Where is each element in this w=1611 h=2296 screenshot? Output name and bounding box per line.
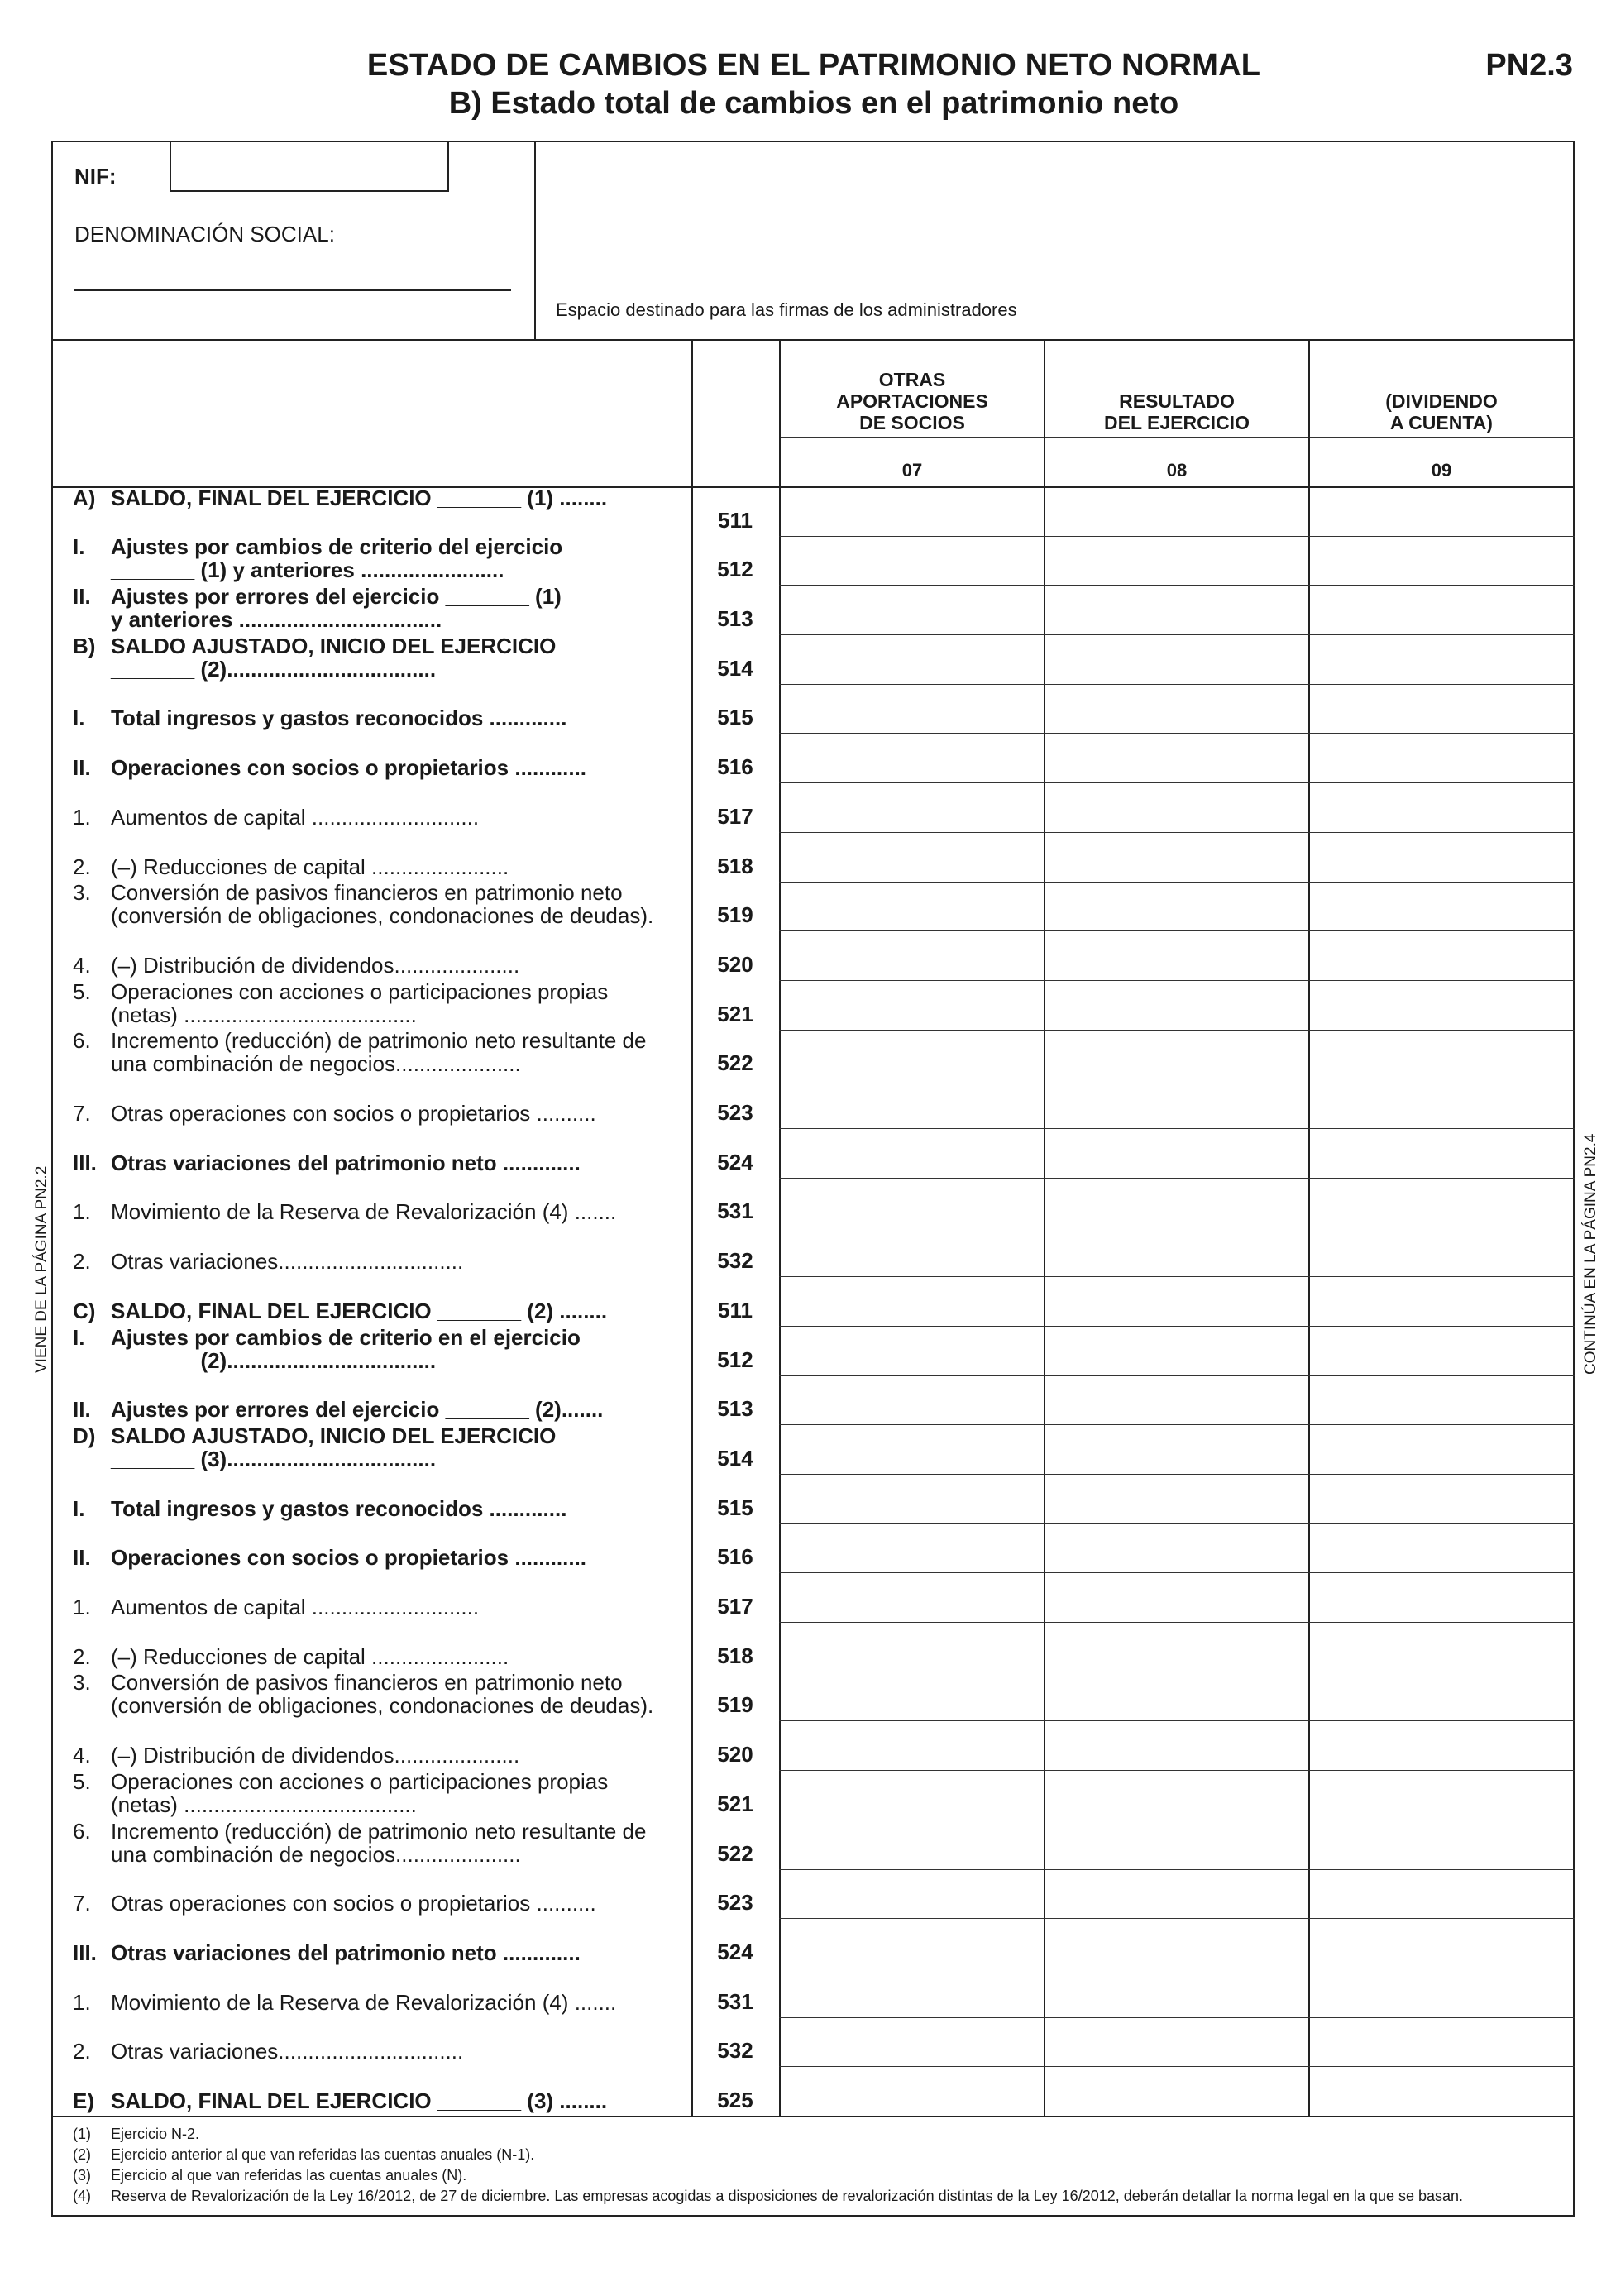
row-number: I. — [73, 1495, 85, 1521]
value-cell-08[interactable] — [1045, 1129, 1307, 1177]
row-text: Movimiento de la Reserva de Revalorización (4) ....... — [111, 1199, 617, 1225]
row-text-line1: SALDO AJUSTADO, INICIO DEL EJERCICIO — [111, 1423, 557, 1448]
row-text-line1: Conversión de pasivos financieros en patrimonio neto — [111, 880, 623, 906]
row-number: II. — [73, 584, 91, 610]
row-text: (–) Distribución de dividendos..................... — [111, 1743, 520, 1768]
footnote-text: Ejercicio al que van referidas las cuentas anuales (N). — [111, 2167, 467, 2184]
column-header-resultado — [1045, 390, 1308, 433]
row-text: Otras variaciones del patrimonio neto ............. — [111, 1150, 581, 1175]
row-label — [73, 1283, 668, 1326]
row-text: (–) Reducciones de capital ....................... — [111, 854, 509, 879]
value-cell-07[interactable] — [781, 883, 1042, 930]
value-cell-09[interactable] — [1310, 833, 1571, 881]
row-label — [73, 1727, 668, 1770]
value-cell-08[interactable] — [1045, 1968, 1307, 2016]
row-label — [73, 978, 668, 1030]
row-code: 524 — [717, 1939, 753, 1964]
row-number: 4. — [73, 1743, 91, 1768]
row-label — [73, 1530, 668, 1573]
row-code: 520 — [717, 951, 753, 977]
row-number: 3. — [73, 880, 91, 906]
footnote — [73, 2145, 1561, 2164]
column-header-resultado-text: RESULTADO DEL EJERCICIO — [1104, 390, 1250, 433]
row-code: 522 — [717, 1840, 753, 1866]
value-cell-09[interactable] — [1310, 2018, 1571, 2066]
value-cell-08[interactable] — [1045, 833, 1307, 881]
row-label — [73, 1818, 668, 1869]
value-cell-08[interactable] — [1045, 1870, 1307, 1918]
value-cell-08[interactable] — [1045, 931, 1307, 979]
value-cell-08[interactable] — [1045, 1425, 1307, 1473]
value-cell-08[interactable] — [1045, 635, 1307, 683]
row-number: 2. — [73, 1643, 91, 1669]
value-cell-09[interactable] — [1310, 1968, 1571, 2016]
row-code: 515 — [717, 705, 753, 730]
row-text-line1: Incremento (reducción) de patrimonio neto resultante de — [111, 1818, 647, 1844]
row-label — [73, 1135, 668, 1178]
row-code: 525 — [717, 2088, 753, 2112]
denominacion-input-line[interactable] — [74, 289, 511, 291]
row-number: 1. — [73, 804, 91, 830]
row-text-line1: SALDO AJUSTADO, INICIO DEL EJERCICIO — [111, 633, 557, 658]
row-label — [73, 1423, 668, 1474]
value-cell-07[interactable] — [781, 586, 1042, 634]
value-cell-07[interactable] — [781, 1425, 1042, 1473]
row-code: 532 — [717, 1248, 753, 1274]
value-cell-09[interactable] — [1310, 1425, 1571, 1473]
value-cell-07[interactable] — [781, 1870, 1042, 1918]
signature-label: Espacio destinado para las firmas de los administradores — [556, 299, 1017, 320]
row-text: Operaciones con socios o propietarios ............ — [111, 1545, 587, 1571]
row-number: 1. — [73, 1199, 91, 1225]
value-cell-08[interactable] — [1045, 1475, 1307, 1523]
row-label — [73, 1579, 668, 1622]
row-text: (conversión de obligaciones, condonaciones de deudas). — [111, 903, 654, 929]
footnote-text: Ejercicio N-2. — [111, 2126, 200, 2142]
side-note-left: VIENE DE LA PÁGINA PN2.2 — [33, 1165, 50, 1373]
row-text-line1: Incremento (reducción) de patrimonio neto resultante de — [111, 1028, 647, 1054]
row-number: I. — [73, 534, 85, 560]
row-code: 512 — [717, 557, 753, 582]
value-cell-07[interactable] — [781, 783, 1042, 831]
value-cell-09[interactable] — [1310, 1376, 1571, 1424]
row-number: 6. — [73, 1028, 91, 1054]
value-cell-08[interactable] — [1045, 734, 1307, 782]
row-number: III. — [73, 1150, 97, 1175]
column-header-dividendo-text: (DIVIDENDO A CUENTA) — [1385, 390, 1498, 433]
footnote-number: (1) — [73, 2126, 91, 2142]
row-number: E) — [73, 2088, 94, 2113]
value-cell-09[interactable] — [1310, 1179, 1571, 1227]
row-text: Otras operaciones con socios o propietarios .......... — [111, 1891, 596, 1916]
value-cell-09[interactable] — [1310, 1672, 1571, 1720]
row-label — [73, 1085, 668, 1128]
row-number: A) — [73, 485, 96, 510]
value-cell-08[interactable] — [1045, 1376, 1307, 1424]
row-number: 2. — [73, 2039, 91, 2064]
row-text: Total ingresos y gastos reconocidos ............. — [111, 1495, 567, 1521]
value-cell-08[interactable] — [1045, 685, 1307, 733]
row-label — [73, 1233, 668, 1276]
row-number: B) — [73, 633, 96, 658]
value-cell-08[interactable] — [1045, 1227, 1307, 1275]
value-cell-09[interactable] — [1310, 931, 1571, 979]
value-cell-09[interactable] — [1310, 537, 1571, 585]
side-note-right: CONTINÚA EN LA PÁGINA PN2.4 — [1582, 1133, 1599, 1375]
row-number: D) — [73, 1423, 96, 1448]
row-label — [73, 1876, 668, 1919]
row-label — [73, 1480, 668, 1523]
row-text: una combinación de negocios..................... — [111, 1841, 521, 1867]
row-code: 516 — [717, 1544, 753, 1570]
value-cell-08[interactable] — [1045, 1721, 1307, 1769]
value-cell-09[interactable] — [1310, 1327, 1571, 1375]
row-text-line1: Operaciones con acciones o participaciones propias — [111, 978, 609, 1004]
value-cell-09[interactable] — [1310, 1277, 1571, 1325]
column-code-08: 08 — [1166, 460, 1188, 481]
row-code: 513 — [717, 1396, 753, 1422]
row-text: _______ (2)................................... — [111, 656, 437, 682]
value-cell-07[interactable] — [781, 1376, 1042, 1424]
value-cell-09[interactable] — [1310, 1079, 1571, 1127]
denominacion-label: DENOMINACIÓN SOCIAL: — [74, 222, 335, 246]
value-cell-08[interactable] — [1045, 1277, 1307, 1325]
row-text: (conversión de obligaciones, condonaciones de deudas). — [111, 1693, 654, 1719]
row-label — [73, 584, 668, 634]
row-number: 1. — [73, 1989, 91, 2015]
value-cell-08[interactable] — [1045, 1672, 1307, 1720]
row-number: 6. — [73, 1818, 91, 1844]
row-code: 515 — [717, 1495, 753, 1520]
footnote-text: Ejercicio anterior al que van referidas las cuentas anuales (N-1). — [111, 2146, 535, 2163]
value-cell-09[interactable] — [1310, 1475, 1571, 1523]
row-label — [73, 1768, 668, 1820]
footnote-rule — [51, 2116, 1575, 2117]
row-number: II. — [73, 1545, 91, 1571]
row-text-line1: Ajustes por cambios de criterio del ejercicio — [111, 534, 563, 560]
value-cell-07[interactable] — [781, 1919, 1042, 1967]
value-cell-07[interactable] — [781, 734, 1042, 782]
row-text: (netas) ....................................... — [111, 1002, 417, 1027]
value-cell-07[interactable] — [781, 2018, 1042, 2066]
row-code: 519 — [717, 902, 753, 928]
value-cell-09[interactable] — [1310, 1524, 1571, 1572]
value-cell-07[interactable] — [781, 1079, 1042, 1127]
row-text-line1: Operaciones con acciones o participaciones propias — [111, 1768, 609, 1794]
column-header-dividendo — [1310, 390, 1573, 433]
form-code: PN2.3 — [1485, 48, 1573, 83]
row-label — [73, 1670, 668, 1721]
row-code: 517 — [717, 1594, 753, 1619]
value-cell-09[interactable] — [1310, 883, 1571, 930]
row-text: una combinación de negocios..................... — [111, 1051, 521, 1077]
row-text: SALDO, FINAL DEL EJERCICIO _______ (2) ........ — [111, 1298, 608, 1323]
row-label — [73, 2024, 668, 2067]
value-cell-07[interactable] — [781, 833, 1042, 881]
row-code: 514 — [717, 655, 753, 681]
row-code: 519 — [717, 1692, 753, 1718]
value-cell-08[interactable] — [1045, 537, 1307, 585]
value-cell-07[interactable] — [781, 1327, 1042, 1375]
row-text: (–) Reducciones de capital ....................... — [111, 1643, 509, 1669]
value-cell-07[interactable] — [781, 1277, 1042, 1325]
value-cell-08[interactable] — [1045, 1179, 1307, 1227]
row-text: Total ingresos y gastos reconocidos ............. — [111, 706, 567, 731]
value-cell-08[interactable] — [1045, 1573, 1307, 1621]
value-cell-07[interactable] — [781, 2067, 1042, 2115]
row-text: (–) Distribución de dividendos..................... — [111, 952, 520, 978]
value-cell-07[interactable] — [781, 635, 1042, 683]
footnote — [73, 2124, 1561, 2144]
row-text: Otras variaciones............................... — [111, 2039, 464, 2064]
row-text: Otras variaciones del patrimonio neto ............. — [111, 1940, 581, 1965]
value-cell-07[interactable] — [781, 1524, 1042, 1572]
row-text: _______ (3)................................... — [111, 1446, 437, 1471]
nif-input-box[interactable] — [170, 141, 449, 192]
value-cell-09[interactable] — [1310, 1721, 1571, 1769]
value-cell-09[interactable] — [1310, 635, 1571, 683]
row-text-line1: Conversión de pasivos financieros en patrimonio neto — [111, 1670, 623, 1696]
value-cell-08[interactable] — [1045, 1079, 1307, 1127]
row-number: 2. — [73, 854, 91, 879]
row-text-line1: Ajustes por errores del ejercicio _______ (1) — [111, 584, 562, 610]
row-code: 511 — [718, 1297, 753, 1323]
footnote-text: Reserva de Revalorización de la Ley 16/2012, de 27 de diciembre. Las empresas acogidas a disposiciones de revalorización distintas de la Ley 16/2012, deberán detallar la norma legal en la que se basan. — [111, 2188, 1464, 2204]
row-code: 512 — [717, 1347, 753, 1372]
row-text: Aumentos de capital ............................ — [111, 1595, 480, 1620]
page-subtitle: B) Estado total de cambios en el patrimonio neto — [448, 86, 1179, 121]
row-code: 523 — [717, 1100, 753, 1126]
row-code: 513 — [717, 606, 753, 632]
row-number: 7. — [73, 1101, 91, 1126]
value-cell-07[interactable] — [781, 1721, 1042, 1769]
row-code: 521 — [717, 1001, 753, 1026]
row-label — [73, 633, 668, 684]
row-number: 2. — [73, 1249, 91, 1275]
footnote-number: (3) — [73, 2167, 91, 2184]
value-cell-09[interactable] — [1310, 1129, 1571, 1177]
value-cell-09[interactable] — [1310, 1227, 1571, 1275]
row-number: II. — [73, 755, 91, 781]
value-cell-08[interactable] — [1045, 981, 1307, 1029]
value-cell-09[interactable] — [1310, 1919, 1571, 1967]
row-label — [73, 739, 668, 782]
row-code: 532 — [717, 2038, 753, 2064]
value-cell-08[interactable] — [1045, 1524, 1307, 1572]
value-cell-09[interactable] — [1310, 734, 1571, 782]
row-number: C) — [73, 1298, 96, 1323]
row-code: 514 — [717, 1445, 753, 1471]
column-code-07: 07 — [901, 460, 923, 481]
value-cell-09[interactable] — [1310, 586, 1571, 634]
row-code: 524 — [717, 1149, 753, 1174]
row-code: 522 — [717, 1050, 753, 1076]
value-cell-07[interactable] — [781, 1672, 1042, 1720]
row-text: (netas) ....................................... — [111, 1791, 417, 1817]
row-number: 7. — [73, 1891, 91, 1916]
value-cell-09[interactable] — [1310, 487, 1571, 535]
value-cell-07[interactable] — [781, 1968, 1042, 2016]
row-label — [73, 880, 668, 931]
value-cell-09[interactable] — [1310, 981, 1571, 1029]
value-cell-07[interactable] — [781, 1129, 1042, 1177]
row-label — [73, 1382, 668, 1425]
row-label — [73, 1629, 668, 1672]
row-text: y anteriores .................................. — [111, 607, 442, 633]
row-text-line1: SALDO, FINAL DEL EJERCICIO _______ (1) ........ — [111, 485, 608, 510]
row-label — [73, 789, 668, 832]
row-label — [73, 1324, 668, 1375]
column-code-rule — [779, 437, 1575, 438]
row-number: 1. — [73, 1595, 91, 1620]
value-cell-09[interactable] — [1310, 1573, 1571, 1621]
row-label — [73, 937, 668, 980]
footnote-number: (2) — [73, 2146, 91, 2163]
value-cell-08[interactable] — [1045, 1327, 1307, 1375]
header-top-rule — [51, 339, 1575, 341]
row-label — [73, 485, 668, 536]
row-label — [73, 1028, 668, 1079]
value-cell-09[interactable] — [1310, 2067, 1571, 2115]
footnote — [73, 2186, 1561, 2206]
column-header-otras-aportaciones-text: OTRAS APORTACIONES DE SOCIOS — [836, 369, 988, 433]
row-code: 531 — [717, 1988, 753, 2014]
value-cell-07[interactable] — [781, 685, 1042, 733]
row-label — [73, 691, 668, 734]
value-cell-07[interactable] — [781, 537, 1042, 585]
value-cell-09[interactable] — [1310, 783, 1571, 831]
value-cell-09[interactable] — [1310, 1623, 1571, 1671]
value-cell-08[interactable] — [1045, 1771, 1307, 1819]
value-cell-07[interactable] — [781, 981, 1042, 1029]
row-code: 511 — [718, 507, 753, 533]
column-code-09: 09 — [1431, 460, 1452, 481]
footnote-number: (4) — [73, 2188, 91, 2204]
row-label — [73, 839, 668, 882]
row-code: 520 — [717, 1742, 753, 1767]
value-cell-07[interactable] — [781, 1179, 1042, 1227]
row-number: 5. — [73, 978, 91, 1004]
row-code: 523 — [717, 1890, 753, 1916]
row-text: Operaciones con socios o propietarios ............ — [111, 755, 587, 781]
row-text: Movimiento de la Reserva de Revalorización (4) ....... — [111, 1989, 617, 2015]
row-code: 516 — [717, 754, 753, 780]
value-cell-09[interactable] — [1310, 1820, 1571, 1868]
row-text: _______ (2)................................... — [111, 1347, 437, 1373]
value-cell-08[interactable] — [1045, 2067, 1307, 2115]
footnote — [73, 2165, 1561, 2185]
row-number: 4. — [73, 952, 91, 978]
value-cell-09[interactable] — [1310, 685, 1571, 733]
row-label — [73, 1974, 668, 2017]
row-number: I. — [73, 706, 85, 731]
value-cell-09[interactable] — [1310, 1870, 1571, 1918]
value-cell-08[interactable] — [1045, 487, 1307, 535]
page-title: ESTADO DE CAMBIOS EN EL PATRIMONIO NETO NORMAL — [366, 48, 1261, 83]
value-cell-08[interactable] — [1045, 1623, 1307, 1671]
row-text: Otras operaciones con socios o propietarios .......... — [111, 1101, 596, 1126]
row-label — [73, 1184, 668, 1227]
row-number: 3. — [73, 1670, 91, 1696]
value-cell-07[interactable] — [781, 1031, 1042, 1079]
value-cell-09[interactable] — [1310, 1031, 1571, 1079]
value-cell-08[interactable] — [1045, 1919, 1307, 1967]
value-cell-07[interactable] — [781, 1227, 1042, 1275]
value-cell-09[interactable] — [1310, 1771, 1571, 1819]
value-cell-08[interactable] — [1045, 883, 1307, 930]
nif-label: NIF: — [74, 164, 117, 189]
value-cell-07[interactable] — [781, 487, 1042, 535]
value-cell-07[interactable] — [781, 1623, 1042, 1671]
value-cell-08[interactable] — [1045, 1820, 1307, 1868]
value-cell-08[interactable] — [1045, 586, 1307, 634]
row-code: 517 — [717, 803, 753, 829]
row-text: Otras variaciones............................... — [111, 1249, 464, 1275]
value-cell-07[interactable] — [781, 1820, 1042, 1868]
value-cell-07[interactable] — [781, 1475, 1042, 1523]
value-cell-07[interactable] — [781, 931, 1042, 979]
row-label — [73, 534, 668, 586]
row-text: SALDO, FINAL DEL EJERCICIO _______ (3) ........ — [111, 2088, 608, 2113]
value-cell-08[interactable] — [1045, 783, 1307, 831]
row-code: 531 — [717, 1198, 753, 1224]
value-cell-07[interactable] — [781, 1771, 1042, 1819]
value-cell-08[interactable] — [1045, 2018, 1307, 2066]
row-number: II. — [73, 1397, 91, 1423]
row-number: I. — [73, 1324, 85, 1350]
row-label — [73, 2073, 668, 2116]
value-cell-07[interactable] — [781, 1573, 1042, 1621]
row-number: 5. — [73, 1768, 91, 1794]
row-number: III. — [73, 1940, 97, 1965]
row-code: 518 — [717, 1643, 753, 1668]
row-code: 521 — [717, 1791, 753, 1816]
value-cell-08[interactable] — [1045, 1031, 1307, 1079]
row-text: _______ (1) y anteriores ........................ — [111, 557, 504, 583]
row-text-line1: Ajustes por cambios de criterio en el ejercicio — [111, 1324, 581, 1350]
row-text: Aumentos de capital ............................ — [111, 804, 480, 830]
row-label — [73, 1925, 668, 1968]
column-header-otras-aportaciones — [781, 369, 1044, 433]
row-code: 518 — [717, 853, 753, 878]
row-text: Ajustes por errores del ejercicio _______ (2)....... — [111, 1397, 604, 1423]
